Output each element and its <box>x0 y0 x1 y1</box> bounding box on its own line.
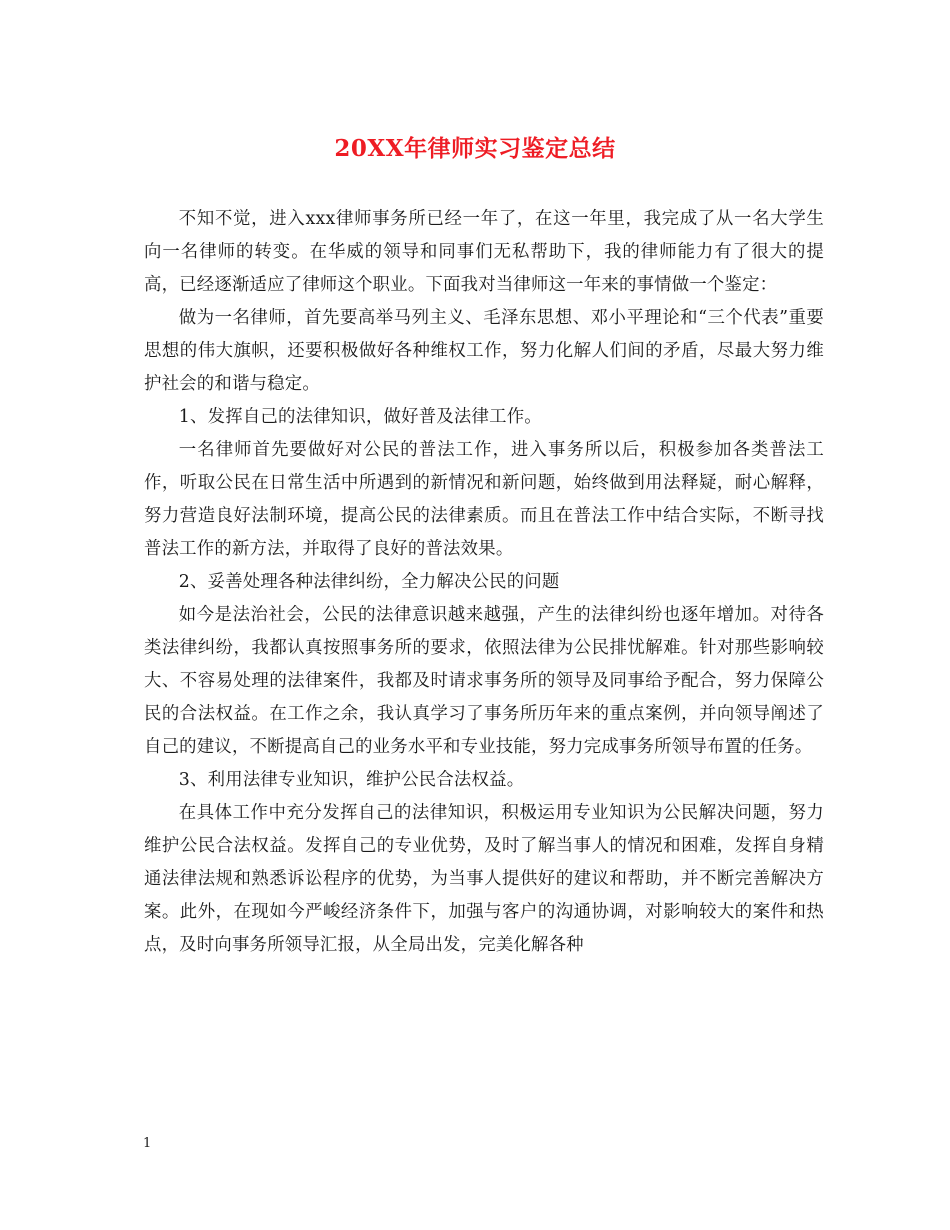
paragraph-section-2: 如今是法治社会，公民的法律意识越来越强，产生的法律纠纷也逐年增加。对待各类法律纠纷，我都认真按照事务所的要求，依照法律为公民排忧解难。针对那些影响较大、不容易处理的法律案件，我都及时请求事务所的领导及同事给予配合，努力保障公民的合法权益。在工作之余，我认真学习了事务所历年来的重点案例，并向领导阐述了自己的建议，不断提高自己的业务水平和专业技能，努力完成事务所领导布置的任务。 <box>144 605 824 757</box>
page-number: 1 <box>143 1136 152 1151</box>
paragraph-section-3: 在具体工作中充分发挥自己的法律知识，积极运用专业知识为公民解决问题，努力维护公民合法权益。发挥自己的专业优势，及时了解当事人的情况和困难，发挥自身精通法律法规和熟悉诉讼程序的优势，为当事人提供好的建议和帮助，并不断完善解决方案。此外，在现如今严峻经济条件下，加强与客户的沟通协调，对影响较大的案件和热点，及时向事务所领导汇报，从全局出发，完美化解各种 <box>144 803 824 955</box>
section-heading-2: 2、妥善处理各种法律纠纷，全力解决公民的问题 <box>178 572 560 592</box>
document-body <box>144 203 824 962</box>
paragraph-intro: 不知不觉，进入xxx律师事务所已经一年了，在这一年里，我完成了从一名大学生向一名律师的转变。在华威的领导和同事们无私帮助下，我的律师能力有了很大的提高，已经逐渐适应了律师这个职业。下面我对当律师这一年来的事情做一个鉴定： <box>144 209 824 295</box>
section-heading-3: 3、利用法律专业知识，维护公民合法权益。 <box>178 770 525 790</box>
paragraph-section-1: 一名律师首先要做好对公民的普法工作，进入事务所以后，积极参加各类普法工作，听取公民在日常生活中所遇到的新情况和新问题，始终做到用法释疑，耐心解释，努力营造良好法制环境，提高公民的法律素质。而且在普法工作中结合实际，不断寻找普法工作的新方法，并取得了良好的普法效果。 <box>144 440 824 559</box>
paragraph-principles: 做为一名律师，首先要高举马列主义、毛泽东思想、邓小平理论和“三个代表”重要思想的伟大旗帜，还要积极做好各种维权工作，努力化解人们间的矛盾，尽最大努力维护社会的和谐与稳定。 <box>144 308 824 394</box>
section-heading-1: 1、发挥自己的法律知识，做好普及法律工作。 <box>178 407 542 427</box>
document-title: 20XX年律师实习鉴定总结 <box>334 135 616 162</box>
